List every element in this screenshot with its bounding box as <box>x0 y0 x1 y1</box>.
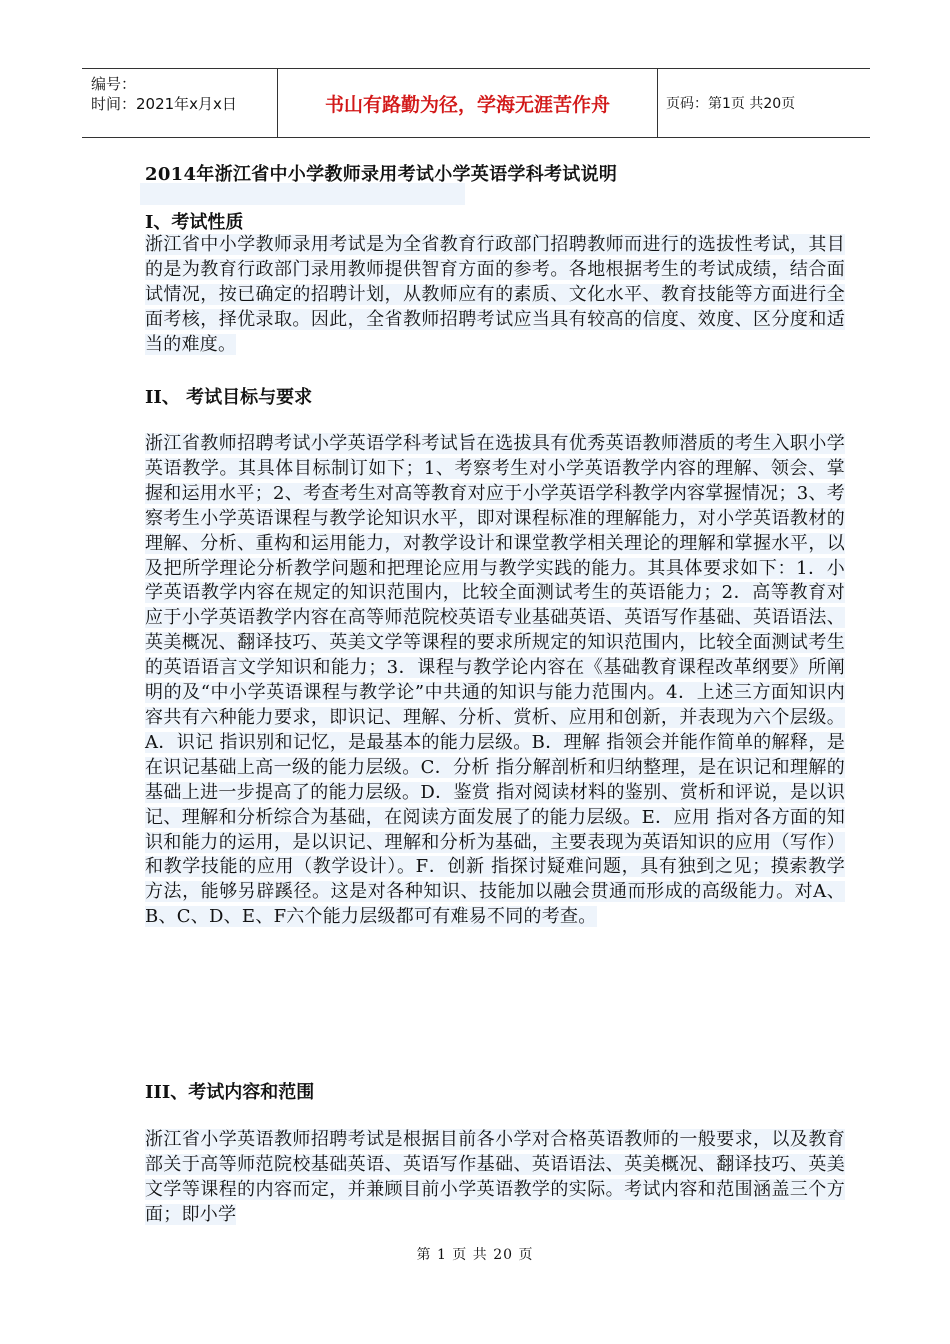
section3-heading: III、考试内容和范围 <box>145 1082 315 1103</box>
header-motto: 书山有路勤为径，学海无涯苦作舟 <box>278 69 658 137</box>
title-highlight <box>140 183 465 205</box>
section2-heading: II、 考试目标与要求 <box>145 387 313 408</box>
section1-text: 浙江省中小学教师录用考试是为全省教育行政部门招聘教师而进行的选拔性考试，其目的是为教育行政部门录用教师提供智育方面的参考。各地根据考生的考试成绩，结合面试情况，按已确定的招聘计划，从教师应有的素质、文化水平、教育技能等方面进行全面考核，择优录取。因此，全省教师招聘考试应当具有较高的信度、效度、区分度和适当的难度。 <box>145 234 845 355</box>
section3-body <box>145 1128 845 1228</box>
section1-heading: Ⅰ、考试性质 <box>145 212 244 233</box>
page-header <box>82 68 870 138</box>
document-title: 2014年浙江省中小学教师录用考试小学英语学科考试说明 <box>145 164 618 185</box>
section3-text: 浙江省小学英语教师招聘考试是根据目前各小学对合格英语教师的一般要求，以及教育部关于高等师范院校基础英语、英语写作基础、英语语法、英美概况、翻译技巧、英美文学等课程的内容而定，并兼顾目前小学英语教学的实际。考试内容和范围涵盖三个方面；即小学 <box>145 1129 845 1225</box>
section2-text: 浙江省教师招聘考试小学英语学科考试旨在选拔具有优秀英语教师潜质的考生入职小学英语教学。其具体目标制订如下；1、考察考生对小学英语教学内容的理解、领会、掌握和运用水平；2、考查考生对高等教育对应于小学英语学科教学内容掌握情况；3、考察考生小学英语课程与教学论知识水平，即对课程标准的理解能力，对小学英语教材的理解、分析、重构和运用能力，对教学设计和课堂教学相关理论的理解和掌握水平，以及把所学理论分析教学问题和把理论应用与教学实践的能力。其具体要求如下：1．小学英语教学内容在规定的知识范围内，比较全面测试考生的英语能力；2．高等教育对应于小学英语教学内容在高等师范院校英语专业基础英语、英语写作基础、英语语法、英美概况、翻译技巧、英美文学等课程的要求所规定的知识范围内，比较全面测试考生的英语语言文学知识和能力；3．课程与教学论内容在《基础教育课程改革纲要》所阐明的及“中小学英语课程与教学论”中共通的知识与能力范围内。4．上述三方面知识内容共有六种能力要求，即识记、理解、分析、赏析、应用和创新，并表现为六个层级。A．识记 指识别和记忆，是最基本的能力层级。B．理解 指领会并能作简单的解释，是在识记基础上高一级的能力层级。C．分析 指分解剖析和归纳整理，是在识记和理解的基础上进一步提高了的能力层级。D．鉴赏 指对阅读材料的鉴别、赏析和评说，是以识记、理解和分析综合为基础，在阅读方面发展了的能力层级。E．应用 指对各方面的知识和能力的运用，是以识记、理解和分析为基础，主要表现为英语知识的应用（写作）和教学技能的应用（教学设计）。F．创新 指探讨疑难问题，具有独到之见；摸索教学方法，能够另辟蹊径。这是对各种知识、技能加以融会贯通而形成的高级能力。对A、B、C、D、E、F六个能力层级都可有难易不同的考查。 <box>145 433 845 928</box>
header-meta <box>82 69 278 137</box>
serial-label: 编号： <box>91 75 137 93</box>
section2-body <box>145 432 845 930</box>
section1-body <box>145 233 845 358</box>
header-page-info: 页码：第1页 共20页 <box>666 96 796 112</box>
date-label: 时间：2021年x月x日 <box>91 95 237 113</box>
page-footer: 第 1 页 共 20 页 <box>416 1247 534 1263</box>
